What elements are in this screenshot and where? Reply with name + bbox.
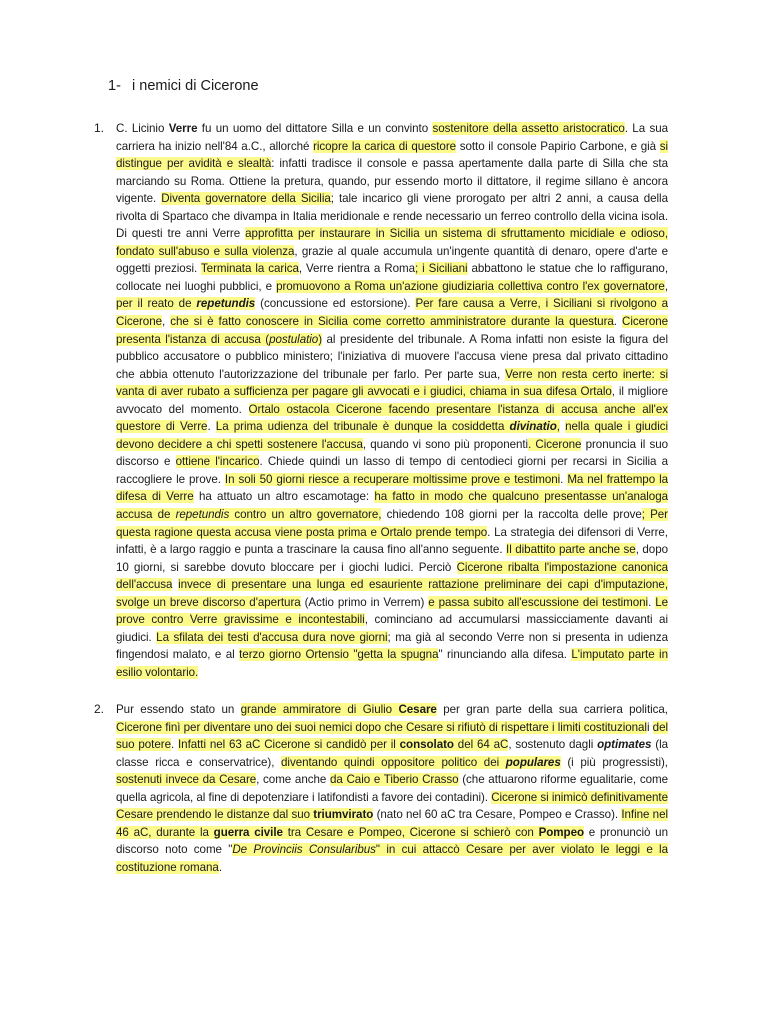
text-run: , quando vi sono più proponenti	[362, 437, 529, 451]
text-run: . Chiede quindi un lasso di tempo di centodieci giorni per recarsi in Sicilia a raccogliere le prove.	[116, 455, 669, 486]
text-run: .	[613, 315, 623, 329]
highlighted-text: guerra civile	[213, 825, 283, 839]
text-run: , sostenuto dagli	[508, 738, 598, 752]
text-run: .	[207, 420, 216, 434]
text-run: (nato nel 60 aC tra Cesare, Pompeo e Crasso).	[373, 808, 622, 822]
highlighted-text: " in cui attaccò Cesare per aver violato le	[375, 843, 616, 857]
text-run: per gran parte della sua carriera politica,	[436, 703, 668, 716]
text-run: chiedendo 108 giorni per la raccolta delle prove	[381, 508, 642, 522]
highlighted-text: Cesare	[398, 703, 437, 716]
heading-number: 1-	[108, 78, 121, 94]
text-run: , Verre rientra a Roma	[298, 262, 416, 276]
text-run: ; ma già al secondo Verre non si presenta in udienza fingendosi malato, e al	[116, 630, 668, 662]
highlighted-text: ottiene l'incarico	[175, 455, 260, 469]
highlighted-text: nella quale i giudici devono decidere a chi spetti sostenere l'accusa	[116, 420, 669, 451]
highlighted-text: Pompeo	[538, 825, 585, 839]
highlighted-text: promuovono a Roma un'azione giudiziaria collettiva contro l'ex governatore	[276, 279, 665, 293]
highlighted-text: si distingue per avidità e slealtà	[116, 139, 668, 171]
highlighted-text: contro un altro governatore,	[229, 508, 382, 522]
highlighted-text: ricopre la carica di questore	[313, 139, 457, 153]
text-run: . La strategia dei difensori di Verre, infatti, è a largo raggio e punta a trascinare la causa fino all'anno seguente.	[116, 525, 668, 557]
list-item-paragraph	[116, 120, 668, 682]
highlighted-text: Cicerone finì per diventare uno dei suoi nemici dopo che Cesare si rifiutò di rispettare i limiti costituzional	[116, 720, 647, 734]
text-run: (che attuarono riforme egualitarie, come quella agricola, al fine di depotenziare i latifondisti a favore dei contadini).	[116, 773, 668, 804]
text-run: abbattono le statue che lo raffigurano, collocate nei luoghi pubblici, e	[116, 262, 668, 293]
highlighted-text: diventando quindi oppositore politico dei	[281, 755, 506, 769]
text-run: C. Licinio	[116, 122, 169, 135]
highlighted-text: triumvirato	[313, 808, 374, 822]
highlighted-text: per il reato de	[116, 297, 197, 311]
text-run: , come anche	[256, 773, 330, 787]
list-item	[94, 701, 669, 876]
text-run: al presidente del tribunale. A Roma infatti non esiste la figura del pubblico accusatore o pubblico ministero; l'iniziativa di muovere l'accusa viene presa dal privato cittadino che abbia ottenuto l'autorizzazione del tribunale per farlo. Per parte sua,	[116, 332, 668, 381]
highlighted-text: In soli 50 giorni riesce a recuperare moltissime prove e testimoni	[224, 472, 561, 486]
highlighted-text: Ortalo ostacola Cicerone facendo presentare l'istanza di accusa anche all'ex questore di Verre	[116, 402, 668, 434]
highlighted-text: repetundis	[196, 297, 256, 311]
text-run: fu un uomo del dittatore Silla e un convinto	[197, 122, 433, 135]
list-item-number: 1.	[94, 121, 105, 135]
highlighted-text: sostenitore della assetto aristocratico	[432, 122, 625, 135]
highlighted-text: ; Per questa ragione questa accusa viene posta prima e Ortalo prende tempo	[116, 508, 668, 539]
text-run: : infatti tradisce il console e passa apertamente dalla parte di Silla che sta marciando su Roma. Ottiene la pretura, quando, pur essendo morto il dittatore, il regime sillano è ancora vigente.	[116, 157, 668, 206]
text-run: Pur essendo stato un	[116, 703, 241, 716]
highlighted-text: Diventa governatore della Sicilia	[161, 192, 331, 206]
text-run: (concussione ed estorsione).	[255, 297, 416, 311]
text-run: .	[648, 595, 656, 609]
list-item-paragraph	[116, 701, 668, 876]
text-run: ,	[162, 315, 171, 329]
highlighted-text: Terminata la carica	[200, 262, 299, 276]
text-run: pronuncia il suo discorso e	[116, 437, 668, 469]
text-run: sotto il console Papirio Carbone, e già	[456, 139, 660, 153]
highlighted-text: terzo giorno Ortensio "getta la spugna	[239, 648, 439, 662]
highlighted-text: populares	[505, 755, 561, 769]
highlighted-text: leggi e la costituzione romana	[116, 843, 668, 874]
text-run: (i più progressisti),	[560, 755, 668, 769]
highlighted-text: Le prove contro Verre gravissime e incontestabili	[116, 595, 669, 627]
text-run: . La sua carriera ha inizio nell'84 a.C., allorché	[116, 122, 668, 153]
highlighted-text: Cicerone si inimicò definitivamente Cesare prendendo le distanze dal suo	[116, 790, 668, 822]
highlighted-text: ha fatto in modo che qualcuno presentasse un'analoga accusa de	[116, 490, 668, 522]
highlighted-text: postulatio	[269, 332, 319, 346]
text-run: , cominciano ad accumularsi massicciamente davanti ai giudici.	[116, 613, 668, 644]
highlighted-text: approfitta per instaurare in Sicilia un sistema di sfruttamento micidiale e odioso, fondato sull'abuso e sulla violenza	[116, 227, 668, 258]
highlighted-text: invece di presentare una lunga ed esauriente rattazione preliminare dei capi d'imputazione, svolge un breve discorso d'apertura	[116, 578, 668, 609]
heading-title: i nemici di Cicerone	[132, 78, 259, 94]
text-run: .	[560, 472, 568, 486]
text-run: , il migliore avvocato del momento.	[116, 385, 668, 416]
highlighted-text: ; i Siciliani	[415, 262, 468, 276]
text-run: .	[218, 860, 222, 874]
highlighted-text: Per fare causa a Verre, i Siciliani si rivolgono a Cicerone	[116, 297, 668, 329]
text-run: ha attuato un altro escamotage:	[193, 490, 375, 504]
section-heading	[108, 78, 259, 94]
highlighted-text: che si è fatto conoscere in Sicilia come corretto amministratore durante la questura	[170, 315, 614, 329]
highlighted-text: tra Cesare e Pompeo, Cicerone si schierò con	[282, 825, 539, 839]
highlighted-text: Infine nel 46 aC, durante la	[116, 808, 668, 839]
highlighted-text: Cicerone ribalta l'impostazione canonica dell'accusa	[116, 560, 668, 592]
text-run: e pronunciò un discorso noto come "	[116, 825, 668, 857]
text-run: .	[170, 738, 178, 752]
highlighted-text: consolato	[399, 738, 454, 752]
highlighted-text: ,	[556, 420, 560, 434]
highlighted-text: Verre non resta certo inerte: si vanta di aver rubato a sufficienza per pagare gli avvocati e i giudici, chiama in sua difesa Ortalo	[116, 367, 668, 399]
highlighted-text: La sfilata dei testi d'accusa dura nove giorni	[156, 630, 388, 644]
highlighted-text: Infatti nel 63 aC Cicerone si candidò per il	[178, 738, 400, 752]
highlighted-text: del 64 aC	[453, 738, 509, 752]
text-run: (Actio primo in Verrem)	[300, 595, 429, 609]
highlighted-text: da Caio e Tiberio Crasso	[329, 773, 459, 787]
list-item	[94, 120, 669, 682]
text-run: ,	[664, 279, 668, 293]
highlighted-text: divinatio	[509, 420, 557, 434]
highlighted-text: La prima udienza del tribunale è dunque la cosiddetta	[215, 420, 510, 434]
highlighted-text: Il dibattito parte anche se	[506, 543, 636, 557]
text-run: ; tale incarico gli viene prorogato per altri 2 anni, a causa della rivolta di Spartaco che divampa in Italia meridionale e rende necessario un ferreo controllo della vicina isola. Di questi tre anni Verre	[116, 192, 668, 241]
highlighted-text: sostenuti invece da Cesare	[116, 773, 257, 787]
text-run: Verre	[168, 122, 198, 135]
highlighted-text: . Cicerone	[528, 437, 582, 451]
highlighted-text: repetundis	[175, 508, 230, 522]
text-run: (la classe ricca e conservatrice),	[116, 738, 669, 769]
highlighted-text: Ma nel frattempo la difesa di Verre	[116, 472, 668, 504]
text-run: i	[646, 720, 653, 734]
text-run: optimates	[597, 738, 652, 752]
highlighted-text: )	[318, 332, 323, 346]
text-run: , dopo 10 giorni, si sarebbe dovuto bloccare per i giochi ludici. Perciò	[116, 543, 668, 574]
highlighted-text: del suo potere	[116, 720, 668, 752]
highlighted-text: Cicerone presenta l'istanza di accusa (	[116, 315, 669, 346]
highlighted-text: e passa subito all'escussione dei testimoni	[428, 595, 649, 609]
highlighted-text: L'imputato parte in esilio volontario.	[116, 648, 668, 679]
text-run: " rinunciando alla difesa.	[438, 648, 572, 662]
list-item-number: 2.	[94, 702, 105, 716]
text-run: , grazie al quale accumula un'ingente quantità di denaro, opere d'arte e oggetti preziosi.	[116, 244, 668, 276]
highlighted-text: grande ammiratore di Giulio	[240, 703, 399, 716]
highlighted-text: De Provinciis Consularibus	[232, 843, 376, 857]
